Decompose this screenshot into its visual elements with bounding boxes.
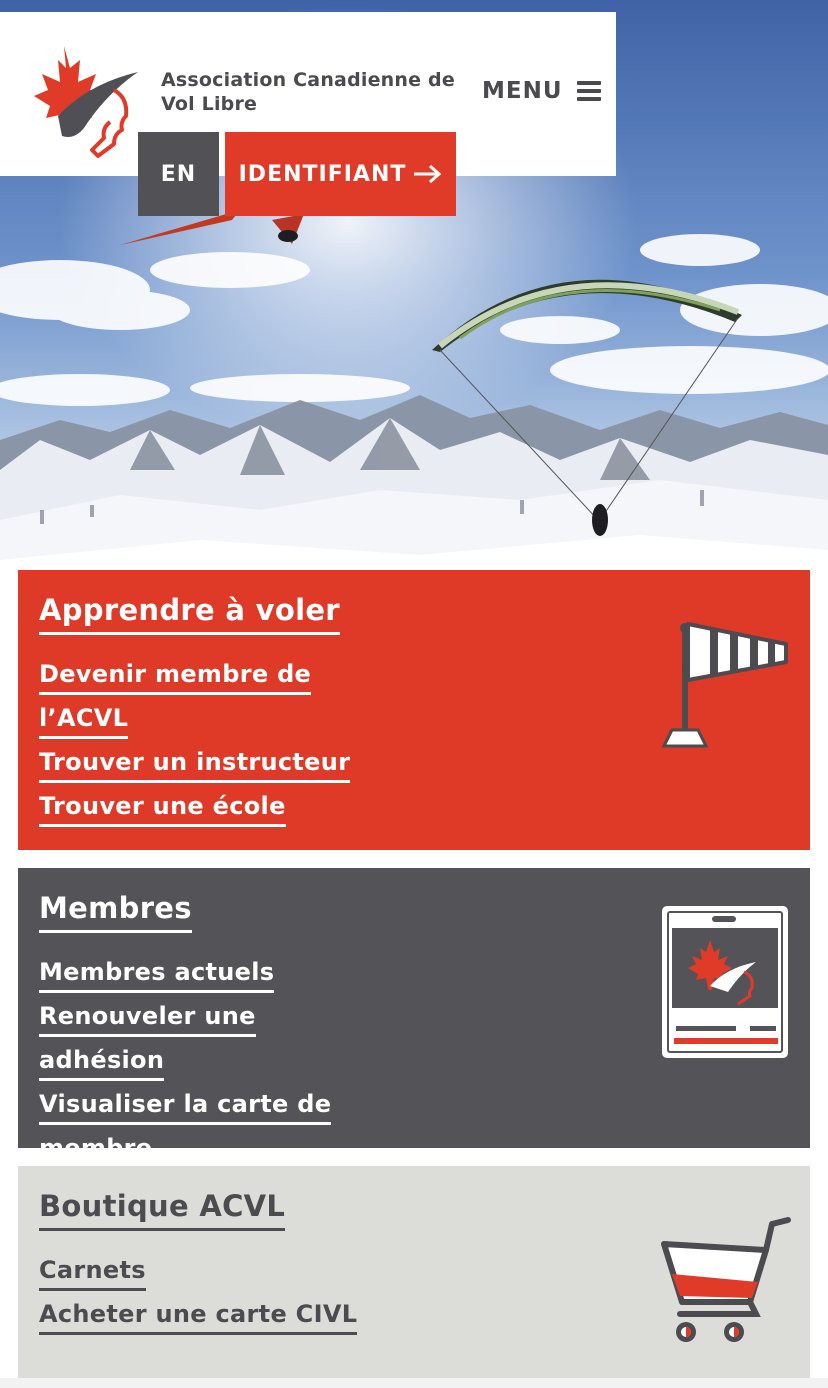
link-current-members[interactable]: Membres actuels bbox=[39, 958, 274, 993]
learn-links bbox=[39, 652, 369, 828]
menu-label: MENU bbox=[482, 78, 563, 104]
link-logbooks[interactable]: Carnets bbox=[39, 1256, 146, 1291]
link-acvl[interactable]: l’ACVL bbox=[39, 704, 128, 739]
members-panel bbox=[18, 868, 810, 1162]
shop-panel bbox=[18, 1166, 810, 1388]
menu-button[interactable] bbox=[482, 76, 601, 106]
acvl-logo[interactable] bbox=[18, 32, 144, 158]
link-buy-civl-card[interactable]: Acheter une carte CIVL bbox=[39, 1300, 357, 1335]
link-find-instructor[interactable]: Trouver un instructeur bbox=[39, 748, 350, 783]
panel-title-members[interactable]: Membres bbox=[39, 888, 192, 933]
shopping-cart-icon bbox=[658, 1214, 794, 1344]
windsock-icon bbox=[658, 618, 794, 750]
login-label: IDENTIFIANT bbox=[238, 161, 407, 187]
link-become-member[interactable]: Devenir membre de bbox=[39, 660, 311, 695]
learn-to-fly-panel bbox=[18, 570, 810, 850]
link-find-school[interactable]: Trouver une école bbox=[39, 792, 286, 827]
page-bottom-edge bbox=[0, 1378, 828, 1388]
hamburger-icon bbox=[577, 81, 601, 101]
login-button[interactable] bbox=[225, 132, 456, 216]
membership-card-icon bbox=[660, 904, 790, 1060]
members-links bbox=[39, 950, 369, 1170]
language-toggle-button[interactable]: EN bbox=[138, 132, 219, 216]
org-name: Association Canadienne de Vol Libre bbox=[161, 69, 455, 115]
link-renew-membership[interactable]: Renouveler une adhésion bbox=[39, 1002, 256, 1081]
panel-title-shop[interactable]: Boutique ACVL bbox=[39, 1186, 285, 1231]
arrow-right-icon bbox=[412, 164, 442, 184]
shop-links bbox=[39, 1248, 369, 1336]
link-view-card[interactable]: Visualiser la carte de bbox=[39, 1090, 331, 1125]
link-membre[interactable]: membre bbox=[39, 1134, 152, 1169]
panel-title-learn[interactable]: Apprendre à voler bbox=[39, 590, 340, 635]
